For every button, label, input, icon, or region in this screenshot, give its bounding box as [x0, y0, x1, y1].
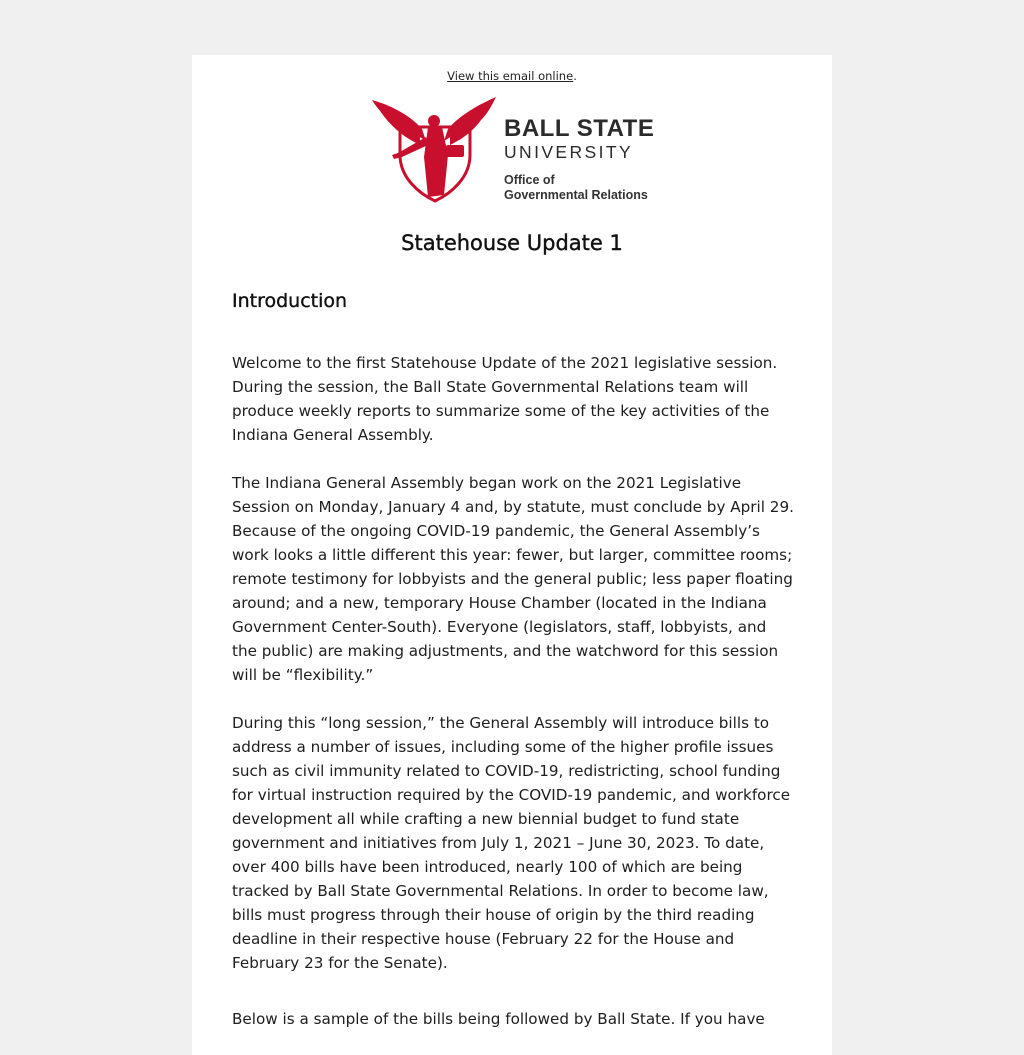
logo-office	[504, 173, 654, 203]
logo-office-line1: Office of	[504, 173, 555, 187]
logo-title: BALL STATE	[504, 115, 655, 142]
paragraph-bill-sample: Below is a sample of the bills being followed by Ball State. If you have	[232, 1010, 765, 1028]
view-online-link[interactable]: View this email online	[447, 69, 574, 83]
ball-state-logo	[370, 97, 656, 207]
view-online-line	[192, 69, 832, 83]
paragraph-session-overview: The Indiana General Assembly began work on the 2021 Legislative Session on Monday, January 4 and, by statute, must conclude by April 29. Because of the ongoing COVID-19 pandemic, the General Assembly’s work looks a little different this year: fewer, but larger, committee rooms; remote testimony for lobbyists and the general public; less paper floating around; and a new, temporary House Chamber (located in the Indiana Government Center-South). Everyone (legislators, staff, lobbyists, and the public) are making adjustments, and the watchword for this session will be “flexibility.”	[232, 474, 794, 684]
logo-subtitle: UNIVERSITY	[504, 142, 634, 162]
logo-office-line2: Governmental Relations	[504, 188, 648, 202]
cardinal-angel-shield-icon	[370, 97, 500, 205]
logo-wordmark	[504, 117, 654, 203]
view-online-suffix: .	[573, 69, 577, 83]
paragraph-long-session: During this “long session,” the General Assembly will introduce bills to address a number of issues, including some of the higher profile issues such as civil immunity related to COVID-19, redistricting, school funding for virtual instruction required by the COVID-19 pandemic, and workforce development all while crafting a new biennial budget to fund state government and initiatives from July 1, 2021 – June 30, 2023. To date, over 400 bills have been introduced, nearly 100 of which are being tracked by Ball State Governmental Relations. In order to become law, bills must progress through their house of origin by the third reading deadline in their respective house (February 22 for the House and February 23 for the Senate).	[232, 714, 791, 972]
paragraph-welcome: Welcome to the first Statehouse Update of the 2021 legislative session. During the session, the Ball State Governmental Relations team will produce weekly reports to summarize some of the key activities of the Indiana General Assembly.	[232, 354, 778, 444]
page-title: Statehouse Update 1	[401, 231, 623, 255]
email-body	[192, 55, 832, 1055]
section-heading: Introduction	[232, 290, 348, 312]
